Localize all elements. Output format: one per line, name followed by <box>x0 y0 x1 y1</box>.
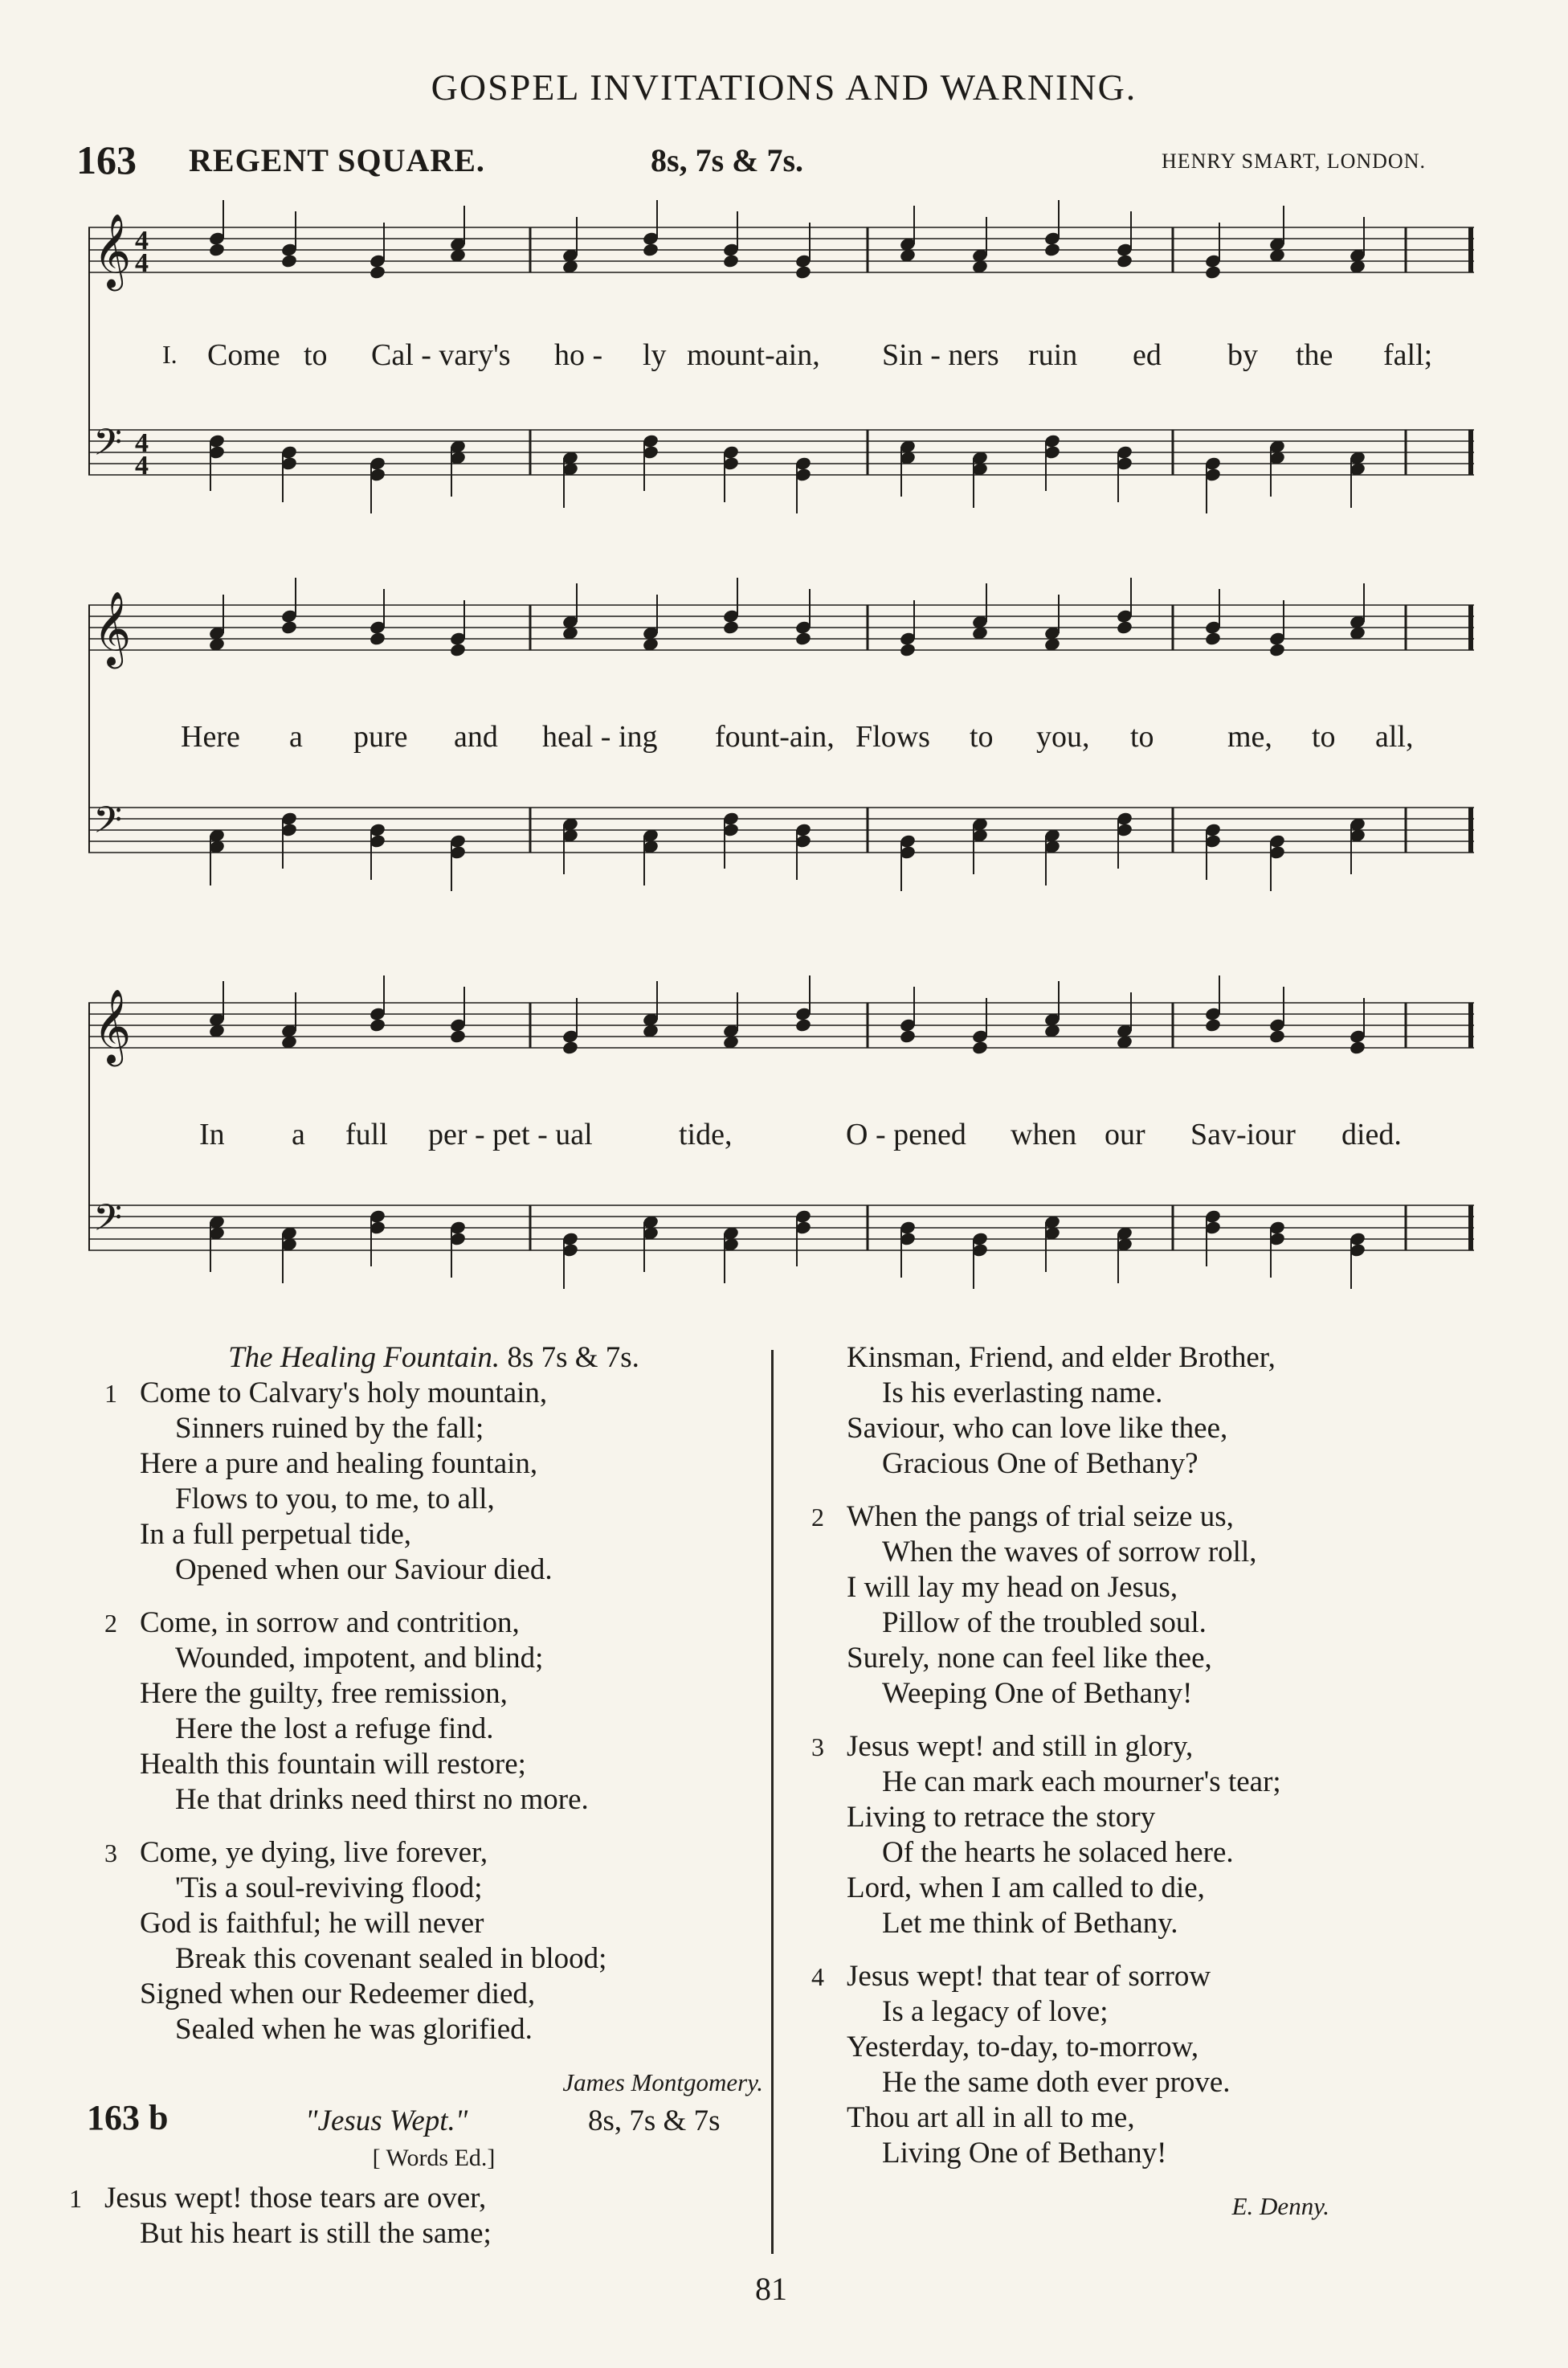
lyric-syllable: and <box>454 720 498 754</box>
stanza-line: Here a pure and healing fountain, <box>140 1447 538 1480</box>
stanza-line: Is a legacy of love; <box>882 1995 1109 2028</box>
lyric-syllable: mount-ain, <box>687 338 820 372</box>
hymn-163b-note: [ Words Ed.] <box>372 2145 496 2171</box>
lyric-syllable: ly <box>643 338 667 372</box>
lyric-syllable: Sin - ners <box>882 338 999 372</box>
lyric-syllable: Flows <box>855 720 930 754</box>
lyric-syllable: per - pet - ual <box>428 1118 593 1151</box>
lyric-syllable: ed <box>1133 338 1162 372</box>
stanza-line: Surely, none can feel like thee, <box>847 1642 1212 1675</box>
note-head <box>369 1017 386 1033</box>
stanza-line: Of the hearts he solaced here. <box>882 1836 1234 1869</box>
lyric-syllable: to <box>970 720 994 754</box>
lyric-syllable: full <box>345 1118 388 1151</box>
bass-clef-icon: 𝄢 <box>93 1196 123 1249</box>
stanza-number: 1 <box>104 1379 117 1408</box>
stanza-line: Here the lost a refuge find. <box>175 1712 494 1745</box>
stanza <box>104 1835 763 2047</box>
note-head <box>1268 642 1286 657</box>
note-head <box>722 620 740 635</box>
stanza-line-text: When the pangs of trial seize us, <box>847 1500 1234 1533</box>
hymn-number: 163 <box>76 137 137 182</box>
note-head <box>449 1029 467 1044</box>
note-head <box>280 620 298 635</box>
left-stanzas <box>104 1376 763 2047</box>
stanza-line: Signed when our Redeemer died, <box>140 1977 536 2010</box>
stanza-line: Wounded, impotent, and blind; <box>175 1642 544 1675</box>
hymn-text-title-meter: 8s 7s & 7s. <box>507 1341 639 1374</box>
lyric-syllable: ho - <box>554 338 603 372</box>
music-system-2 <box>88 566 1474 904</box>
music-system-1 <box>88 189 1474 526</box>
note-head <box>1268 1029 1286 1044</box>
bass-clef-icon: 𝄢 <box>93 799 123 851</box>
tune-meter: 8s, 7s & 7s. <box>651 142 804 178</box>
lyric-syllable: to <box>1130 720 1154 754</box>
stanza-line: Health this fountain will restore; <box>140 1748 526 1781</box>
stanza-line: Break this covenant sealed in blood; <box>175 1942 607 1975</box>
stanza <box>811 1729 1470 1941</box>
lyric-syllable: In <box>199 1118 225 1151</box>
note-head <box>1204 264 1222 280</box>
stanza-line: Lord, when I am called to die, <box>847 1871 1205 1904</box>
stanza-line: He the same doth ever prove. <box>882 2066 1231 2099</box>
hymn-163b-number: 163 b <box>87 2098 169 2137</box>
lyric-syllable: you, <box>1036 720 1090 754</box>
lyric-syllable: the <box>1296 338 1333 372</box>
lyric-syllable: me, <box>1227 720 1272 754</box>
note-head <box>280 253 298 268</box>
hymn-163b-header <box>87 2098 763 2141</box>
lyric-syllable: pure <box>353 720 408 754</box>
note-head <box>561 1040 579 1055</box>
lyric-syllable: Here <box>181 720 240 754</box>
stanza-line: Is his everlasting name. <box>882 1376 1163 1409</box>
stanza-line: Opened when our Saviour died. <box>175 1553 553 1586</box>
stanza-number: 4 <box>811 1962 824 1991</box>
left-column <box>69 1340 763 2251</box>
stanza-line-text: Jesus wept! and still in glory, <box>847 1730 1194 1763</box>
column-divider <box>771 1350 774 2254</box>
stanza-line <box>811 1729 1470 1765</box>
note-head <box>1204 1017 1222 1033</box>
stanza-line <box>104 1605 763 1641</box>
stanza <box>104 1376 763 1588</box>
note-head <box>1116 620 1133 635</box>
stanza-line-text: Jesus wept! those tears are over, <box>104 2182 487 2215</box>
stanza-line: Sealed when he was glorified. <box>175 2013 533 2046</box>
lyric-syllable: by <box>1227 338 1258 372</box>
stanza-line: Thou art all in all to me, <box>847 2101 1135 2134</box>
stanza-line <box>69 2181 763 2216</box>
stanza-line-text: Come, ye dying, live forever, <box>140 1836 488 1869</box>
stanza-line: I will lay my head on Jesus, <box>847 1571 1178 1604</box>
time-signature: 4 <box>135 248 149 278</box>
note-head <box>899 642 917 657</box>
hymn-text-title <box>104 1340 763 1376</box>
stanza <box>811 1959 1470 2171</box>
treble-clef-icon: 𝄞 <box>93 988 132 1063</box>
lyric-syllable: Come <box>207 338 280 372</box>
stanza-line <box>811 1499 1470 1535</box>
continuation-stanza <box>811 1340 1470 1482</box>
lyric-syllable: to <box>304 338 328 372</box>
hymn-text-title-name: The Healing Fountain. <box>228 1341 500 1374</box>
music-system-3 <box>88 964 1474 1302</box>
note-head <box>1349 1040 1366 1055</box>
stanza-line <box>104 1835 763 1871</box>
lyric-syllable: tide, <box>679 1118 733 1151</box>
stanza-line: 'Tis a soul-reviving flood; <box>175 1871 483 1904</box>
lyric-syllable: ruin <box>1028 338 1078 372</box>
author-credit: E. Denny. <box>1231 2192 1329 2220</box>
note-head <box>794 631 812 646</box>
right-stanzas <box>811 1499 1470 2171</box>
note-head <box>722 253 740 268</box>
hymn-header <box>76 137 1426 185</box>
lyric-syllable: fall; <box>1383 338 1433 372</box>
stanza <box>104 1605 763 1818</box>
lyric-syllable: our <box>1105 1118 1145 1151</box>
stanza-number: 3 <box>104 1838 117 1867</box>
stanza-number: 2 <box>811 1503 824 1532</box>
stanza-line: Weeping One of Bethany! <box>882 1677 1193 1710</box>
stanza-line: But his heart is still the same; <box>140 2217 492 2250</box>
note-head <box>1116 253 1133 268</box>
stanza-line: He that drinks need thirst no more. <box>175 1783 589 1816</box>
stanza-line: God is faithful; he will never <box>140 1907 484 1940</box>
lyric-syllable: fount-ain, <box>715 720 835 754</box>
bass-clef-icon: 𝄢 <box>93 421 123 473</box>
note-head <box>449 642 467 657</box>
note-head <box>971 1040 989 1055</box>
lyric-syllable: died. <box>1341 1118 1402 1151</box>
time-signature: 4 <box>135 451 149 481</box>
stanza-line: In a full perpetual tide, <box>140 1518 412 1551</box>
stanza-line: Saviour, who can love like thee, <box>847 1412 1228 1445</box>
note-head <box>794 264 812 280</box>
stanza-line: Pillow of the troubled soul. <box>882 1606 1207 1639</box>
lyric-syllable: Cal - vary's <box>371 338 511 372</box>
stanza-line-text: Come to Calvary's holy mountain, <box>140 1376 548 1409</box>
right-column <box>811 1340 1470 2224</box>
lyric-syllable: all, <box>1375 720 1414 754</box>
note-head <box>1204 631 1222 646</box>
stanza-line: Let me think of Bethany. <box>882 1907 1178 1940</box>
treble-clef-icon: 𝄞 <box>93 213 132 288</box>
time-signature: 4 <box>135 226 149 256</box>
lyric-syllable: a <box>292 1118 305 1151</box>
stanza-number: 1 <box>69 2184 82 2213</box>
note-head <box>208 242 226 257</box>
stanza <box>811 1499 1470 1712</box>
treble-clef-icon: 𝄞 <box>93 591 132 665</box>
lyric-syllable: heal - ing <box>542 720 658 754</box>
stanza-number: 3 <box>811 1732 824 1761</box>
tune-name: REGENT SQUARE. <box>189 142 485 178</box>
stanza-line <box>811 1959 1470 1994</box>
stanza-line: Yesterday, to-day, to-morrow, <box>847 2031 1199 2063</box>
stanza-line: Sinners ruined by the fall; <box>175 1412 484 1445</box>
lyric-stanza-number: I. <box>162 340 178 369</box>
stanza-line: Here the guilty, free remission, <box>140 1677 508 1710</box>
stanza-line: Kinsman, Friend, and elder Brother, <box>847 1341 1276 1374</box>
lyric-syllable: a <box>289 720 303 754</box>
lyric-syllable: when <box>1011 1118 1077 1151</box>
note-head <box>369 264 386 280</box>
stanza-line-text: Jesus wept! that tear of sorrow <box>847 1960 1211 1993</box>
stanza-line <box>104 1376 763 1411</box>
note-head <box>1043 242 1061 257</box>
stanza-line: Living to retrace the story <box>847 1801 1156 1834</box>
note-head <box>642 242 659 257</box>
stanza-line-text: Come, in sorrow and contrition, <box>140 1606 520 1639</box>
time-signature: 4 <box>135 428 149 458</box>
stanza-line: He can mark each mourner's tear; <box>882 1765 1281 1798</box>
lyric-syllable: Sav-iour <box>1190 1118 1296 1151</box>
page-number: 81 <box>755 2271 787 2307</box>
note-head <box>369 631 386 646</box>
stanza-line: Living One of Bethany! <box>882 2137 1167 2170</box>
lyric-syllable: O - pened <box>846 1118 966 1151</box>
composer: HENRY SMART, LONDON. <box>1161 149 1426 173</box>
hymn-163b-title: "Jesus Wept." <box>305 2104 468 2137</box>
hymn-163b-meter: 8s, 7s & 7s <box>588 2104 721 2137</box>
running-head: GOSPEL INVITATIONS AND WARNING. <box>431 67 1137 108</box>
note-head <box>899 1029 917 1044</box>
stanza-line: Gracious One of Bethany? <box>882 1447 1198 1480</box>
note-head <box>794 1017 812 1033</box>
stanza-number: 2 <box>104 1609 117 1638</box>
lyric-syllable: to <box>1312 720 1336 754</box>
stanza-line: When the waves of sorrow roll, <box>882 1536 1257 1568</box>
stanza-line: Flows to you, to me, to all, <box>175 1483 495 1515</box>
author-credit: James Montgomery. <box>562 2068 763 2096</box>
